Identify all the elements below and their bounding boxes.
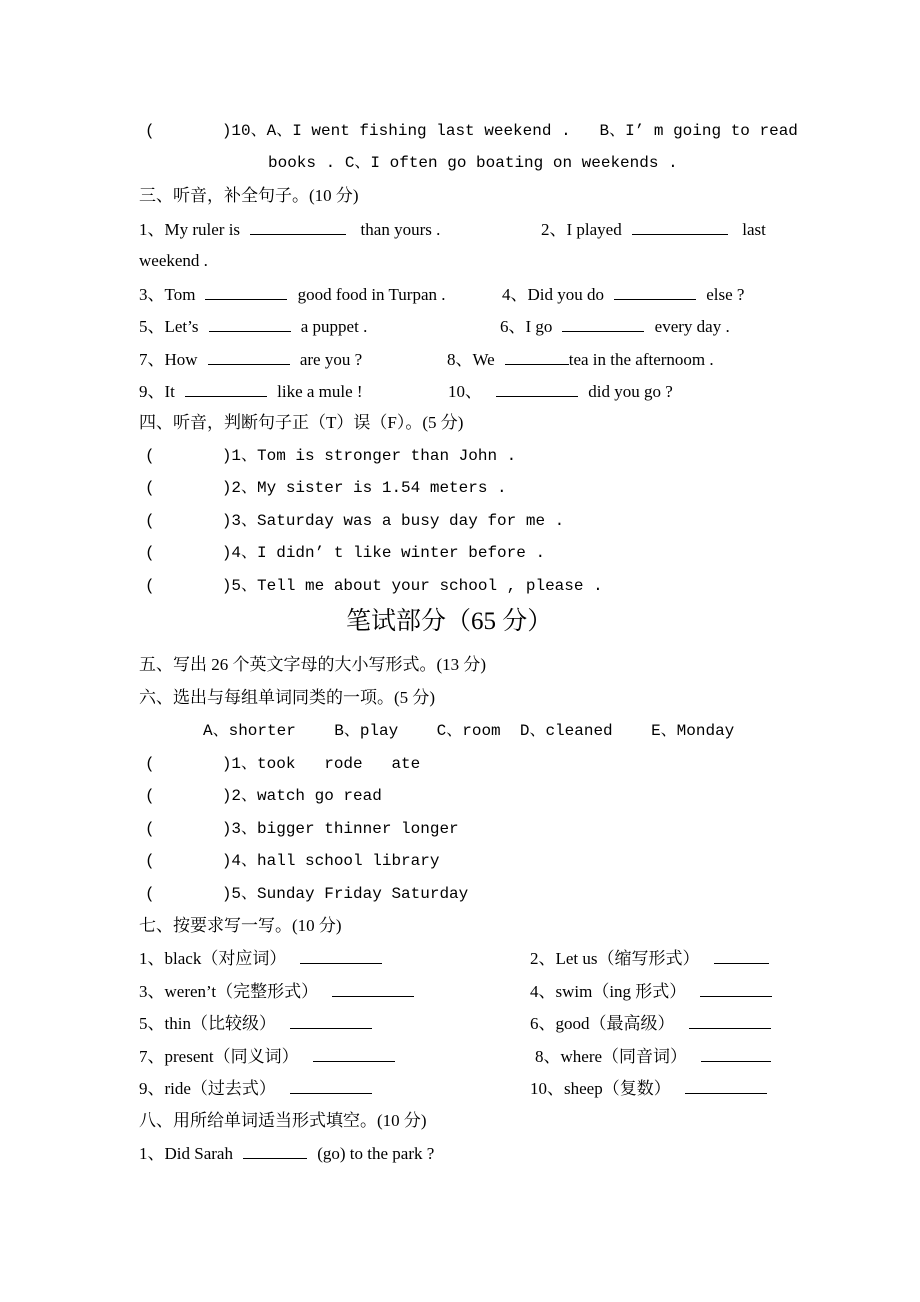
text: else ? (706, 285, 745, 304)
text: 4、Did you do (502, 285, 604, 304)
answer-blank[interactable] (332, 980, 414, 997)
text: every day . (654, 317, 730, 336)
answer-blank[interactable] (562, 315, 644, 332)
text: 1、black（对应词） (139, 949, 287, 968)
answer-blank[interactable] (205, 283, 287, 300)
s7-item-10 (530, 1077, 773, 1099)
section-4-title: 四、听音，判断句子正（T）误（F）。(5 分) (139, 413, 464, 432)
text: 8、where（同音词） (535, 1047, 688, 1066)
s7-item-6 (530, 1012, 777, 1034)
s3-item-8 (447, 348, 714, 370)
section-3-title: 三、听音，补全句子。(10 分) (139, 186, 359, 205)
text: than yours . (360, 220, 441, 239)
answer-blank[interactable] (505, 348, 569, 365)
s4-item: ( )2、My sister is 1.54 meters . (145, 479, 507, 497)
s6-item: ( )3、bigger thinner longer (145, 820, 459, 838)
text: 3、Tom (139, 285, 196, 304)
answer-blank[interactable] (614, 283, 696, 300)
text: last (742, 220, 766, 239)
s4-item: ( )1、Tom is stronger than John . (145, 447, 517, 465)
s3-item-10 (448, 380, 673, 402)
text: 2、I played (541, 220, 622, 239)
text: 3、weren’t（完整形式） (139, 982, 319, 1001)
s3-item-2-cont: weekend . (139, 251, 208, 270)
answer-blank[interactable] (290, 1077, 372, 1094)
answer-blank[interactable] (701, 1045, 771, 1062)
s7-item-9 (139, 1077, 378, 1099)
text: 4、swim（ing 形式） (530, 982, 687, 1001)
section-5-title: 五、写出 26 个英文字母的大小写形式。(13 分) (139, 655, 487, 674)
text: 10、sheep（复数） (530, 1079, 671, 1098)
s3-item-6 (500, 315, 730, 337)
s3-item-7 (139, 348, 362, 370)
text: did you go ? (588, 382, 673, 401)
text: a puppet . (300, 317, 368, 336)
s4-item: ( )5、Tell me about your school , please . (145, 577, 603, 595)
text: 7、How (139, 350, 198, 369)
answer-blank[interactable] (632, 218, 728, 235)
s4-item: ( )3、Saturday was a busy day for me . (145, 512, 565, 530)
answer-blank[interactable] (496, 380, 578, 397)
s3-item-3 (139, 283, 446, 305)
s4-item: ( )4、I didn’ t like winter before . (145, 544, 546, 562)
answer-blank[interactable] (185, 380, 267, 397)
text: tea in the afternoom . (568, 350, 714, 369)
s3-item-9 (139, 380, 363, 402)
answer-blank[interactable] (300, 947, 382, 964)
answer-blank[interactable] (685, 1077, 767, 1094)
text: good food in Turpan . (297, 285, 446, 304)
s8-item-1 (139, 1142, 434, 1164)
text: 7、present（同义词） (139, 1047, 299, 1066)
s3-item-5 (139, 315, 367, 337)
answer-blank[interactable] (689, 1012, 771, 1029)
text: are you ? (299, 350, 363, 369)
s7-item-4 (530, 980, 778, 1002)
text: 6、I go (500, 317, 553, 336)
question-10-line2: books . C、I often go boating on weekends . (268, 154, 678, 172)
s6-options: A、shorter B、play C、room D、cleaned E、Monday (203, 722, 735, 740)
section-7-title: 七、按要求写一写。(10 分) (139, 916, 342, 935)
text: like a mule ! (277, 382, 363, 401)
answer-blank[interactable] (208, 348, 290, 365)
s6-item: ( )5、Sunday Friday Saturday (145, 885, 469, 903)
answer-blank[interactable] (290, 1012, 372, 1029)
answer-blank[interactable] (714, 947, 769, 964)
text: 10、 (448, 382, 482, 401)
written-part-heading: 笔试部分（65 分） (346, 608, 553, 635)
s6-item: ( )1、took rode ate (145, 755, 421, 773)
s6-item: ( )2、watch go read (145, 787, 382, 805)
s3-item-4 (502, 283, 744, 305)
text: 9、It (139, 382, 175, 401)
question-10-line1: ( )10、A、I went fishing last weekend . B、I’ m going to read (145, 122, 798, 140)
text: 5、thin（比较级） (139, 1014, 276, 1033)
s7-item-2 (530, 947, 775, 969)
s7-item-5 (139, 1012, 378, 1034)
text: 6、good（最高级） (530, 1014, 675, 1033)
section-6-title: 六、选出与每组单词同类的一项。(5 分) (139, 688, 436, 707)
answer-blank[interactable] (313, 1045, 395, 1062)
answer-blank[interactable] (700, 980, 772, 997)
answer-blank[interactable] (250, 218, 346, 235)
answer-blank[interactable] (243, 1142, 307, 1159)
section-8-title: 八、用所给单词适当形式填空。(10 分) (139, 1111, 427, 1130)
text: 9、ride（过去式） (139, 1079, 276, 1098)
text: 8、We (447, 350, 495, 369)
s6-item: ( )4、hall school library (145, 852, 440, 870)
s7-item-3 (139, 980, 420, 1002)
s7-item-1 (139, 947, 388, 969)
text: (go) to the park ? (317, 1144, 435, 1163)
s3-item-1 (139, 218, 440, 240)
s7-item-7 (139, 1045, 401, 1067)
answer-blank[interactable] (209, 315, 291, 332)
text: 5、Let’s (139, 317, 199, 336)
text: 1、My ruler is (139, 220, 241, 239)
s3-item-2 (541, 218, 766, 240)
s7-item-8 (535, 1045, 777, 1067)
text: 2、Let us（缩写形式） (530, 949, 700, 968)
text: 1、Did Sarah (139, 1144, 233, 1163)
